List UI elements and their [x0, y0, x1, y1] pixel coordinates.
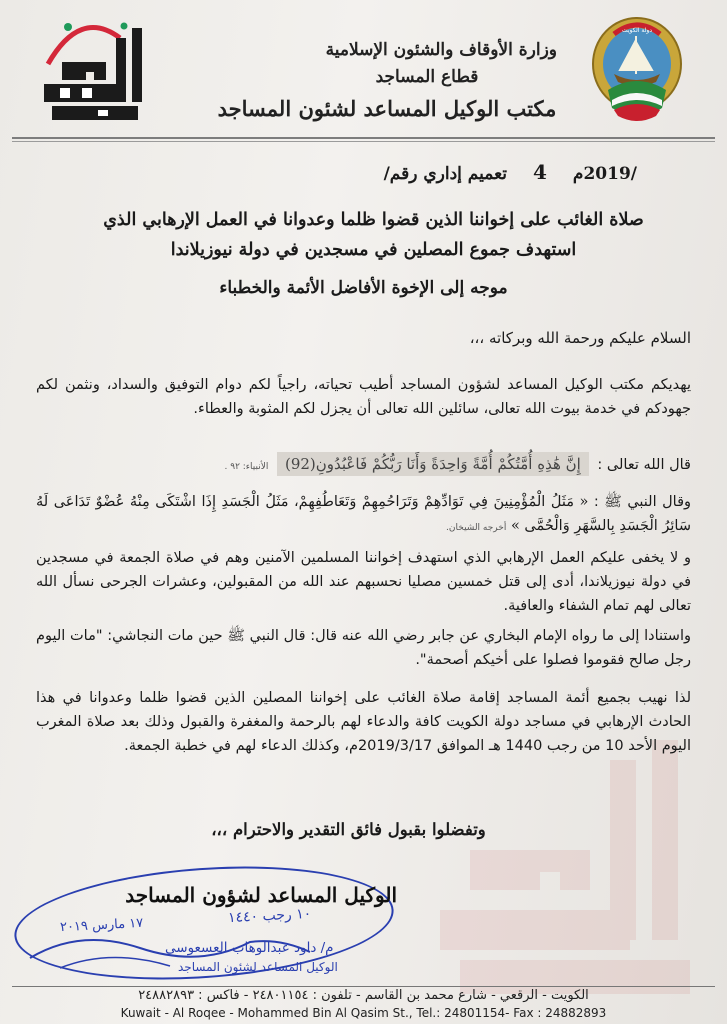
quran-reference: الأنبياء: ٩٢ .: [224, 462, 269, 472]
kuwait-emblem: [584, 12, 690, 130]
handwritten-hijri-date: ١٠ رجب ١٤٤٠: [227, 905, 312, 927]
subject-line-1: صلاة الغائب على إخواننا الذين قضوا ظلما وعدوانا في العمل الإرهابي الذي: [103, 210, 644, 230]
circular-year: /2019م: [572, 164, 637, 184]
bukhari-paragraph: واستنادا إلى ما رواه الإمام البخاري عن جابر رضي الله عنه قال: قال النبي ﷺ حين مات النجاشي: "مات اليوم رجل صالح فقوموا فصلوا على أخيكم أصحمة".: [36, 628, 691, 668]
hadith-text: « مَثَلُ الْمُؤْمِنِينَ فِي تَوَادِّهِمْ وَتَرَاحُمِهِمْ وَتَعَاطُفِهِمْ، مَثَلُ الْجَسَدِ إِذَا اشْتَكَى مِنْهُ عُضْوٌ تَدَاعَى لَهُ سَائِرُ الْجَسَدِ بِالسَّهَرِ وَالْحُمَّى »: [36, 494, 691, 534]
signatory-role: الوكيل المساعد لشئون المساجد: [178, 960, 338, 974]
circular-num: 4: [533, 160, 547, 184]
footer-address-arabic: الكويت - الرقعي - شارع محمد بن القاسم - تلفون : ٢٤٨٠١١٥٤ - فاكس : ٢٤٨٨٢٨٩٣: [138, 988, 589, 1003]
header-divider: [12, 137, 715, 139]
hadith-paragraph: [36, 490, 691, 540]
addressee: موجه إلى الإخوة الأفاضل الأئمة والخطباء: [219, 278, 508, 298]
greeting: السلام عليكم ورحمة الله وبركاته ،،،: [469, 329, 691, 347]
circular-number: [384, 160, 637, 184]
circular-label: تعميم إداري رقم/: [383, 164, 507, 184]
event-paragraph: و لا يخفى عليكم العمل الإرهابي الذي استهدف إخواننا المسلمين الآمنين وهم في صلاة الجمعة في مسجدين في دولة نيوزيلاندا، أدى إلى قتل خمسين مصليا نحسبهم عند الله من المقبولين، وعشرات الجرحى نسأل الله تعالى لهم تمام الشفاء والعافية.: [36, 550, 691, 614]
intro-paragraph: يهديكم مكتب الوكيل المساعد لشؤون المساجد أطيب تحياته، راجياً لكم دوام التوفيق والسداد، ونثمن لكم جهودكم في خدمة بيوت الله تعالى، سائلين الله تعالى أن يجزل لكم المثوبة والعطاء.: [36, 377, 691, 417]
sector-name: قطاع المساجد: [375, 67, 479, 87]
footer-address-english: Kuwait - Al Roqee - Mohammed Bin Al Qasim St., Tel.: 24801154- Fax : 24882893: [120, 1006, 607, 1020]
handwritten-gregorian-date: ١٧ مارس ٢٠١٩: [59, 915, 144, 936]
hadith-intro: وقال النبي ﷺ :: [593, 494, 692, 510]
signatory-name: م/ داود عبدالوهاب العسعوسي: [165, 940, 334, 956]
closing: وتفضلوا بقبول فائق التقدير والاحترام ،،،: [211, 820, 486, 839]
office-name: مكتب الوكيل المساعد لشئون المساجد: [217, 96, 557, 121]
watermark-logo: [430, 740, 720, 1010]
call-paragraph: لذا نهيب بجميع أئمة المساجد إقامة صلاة الغائب على إخواننا المصلين الذين قضوا ظلما وعدوانا في هذا الحادث الإرهابي في مساجد دولة الكويت كافة والدعاء لهم بالرحمة والمغفرة والقبول وذلك بعد صلاة المغرب اليوم الأحد 10 من رجب 1440 هـ الموافق 2019/3/17م، وكذلك الدعاء لهم في خطبة الجمعة.: [36, 690, 691, 754]
header-divider-thin: [12, 141, 715, 142]
quran-intro: قال الله تعالى :: [597, 457, 691, 473]
ministry-name: وزارة الأوقاف والشئون الإسلامية: [325, 40, 557, 60]
hadith-reference: أخرجه الشيخان.: [446, 523, 507, 533]
masajid-logo: [38, 14, 156, 130]
emblem-text: دولة الكويت: [622, 27, 652, 34]
subject: [60, 205, 687, 265]
signatory-title: الوكيل المساعد لشؤون المساجد: [125, 883, 397, 907]
quran-paragraph: [36, 452, 691, 479]
footer-divider: [12, 986, 715, 987]
quran-verse: إِنَّ هَٰذِهِ أُمَّتُكُمْ أُمَّةً وَاحِدَةً وَأَنَا رَبُّكُمْ فَاعْبُدُونِ(92): [277, 452, 589, 476]
subject-line-2: استهدف جموع المصلين في مسجدين في دولة نيوزيلاندا: [170, 240, 577, 260]
